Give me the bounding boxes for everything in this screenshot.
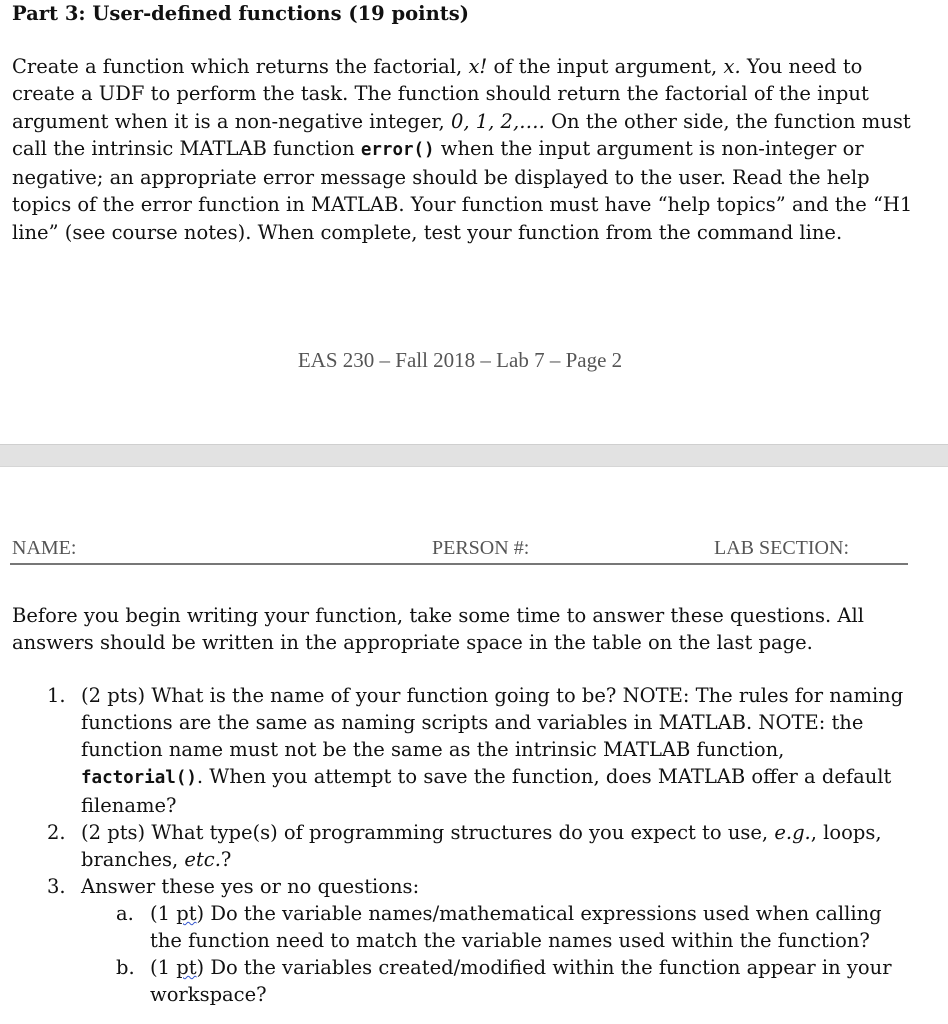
document-page-2	[0, 467, 948, 1024]
person-number-label: PERSON #:	[432, 537, 530, 559]
page-break-gap	[0, 444, 948, 467]
name-label: NAME:	[12, 537, 77, 559]
sub-question-letter: a.	[116, 902, 134, 925]
question-number: 2.	[47, 821, 66, 844]
instructions-paragraph: Before you begin writing your function, take some time to answer these questions. All answers should be written in the appropriate space in the table on the last page.	[12, 604, 864, 654]
question-item: 3. Answer these yes or no questions:	[47, 875, 420, 898]
document-page-1	[0, 0, 948, 444]
question-number: 1.	[47, 684, 66, 707]
factorial-function-code: factorial()	[81, 768, 197, 788]
question-list	[0, 682, 948, 1008]
name-header-bar	[10, 535, 908, 565]
spellcheck-underline: pt	[176, 956, 197, 979]
page-footer: EAS 230 – Fall 2018 – Lab 7 – Page 2	[297, 348, 623, 372]
sub-question-item: b. (1 pt) Do the variables created/modified within the function appear in your workspace?	[116, 956, 892, 1006]
sub-question-item: a. (1 pt) Do the variable names/mathematical expressions used when calling the function need to match the variable names used within the function?	[116, 902, 882, 952]
section-heading: Part 3: User-defined functions (19 points)	[12, 2, 469, 25]
intro-paragraph: Create a function which returns the factorial, x! of the input argument, x. You need to create a UDF to perform the task. The function should return the factorial of the input argument when it is a non-negative integer, 0, 1, 2,…. On the other side, the function must call the intrinsic MATLAB function error() when the input argument is non-integer or negative; an appropriate error message should be displayed to the user. Read the help topics of the error function in MATLAB. Your function must have “help topics” and the “H1 line” (see course notes). When complete, test your function from the command line.	[12, 55, 913, 244]
question-item: 2. (2 pts) What type(s) of programming structures do you expect to use, e.g., loops, branches, etc.?	[47, 821, 882, 871]
error-function-code: error()	[360, 139, 435, 160]
question-item: 1. (2 pts) What is the name of your function going to be? NOTE: The rules for naming functions are the same as naming scripts and variables in MATLAB. NOTE: the function name must not be the same as the intrinsic MATLAB function, factorial(). When you attempt to save the function, does MATLAB offer a default filename?	[47, 684, 904, 817]
spellcheck-underline: pt	[176, 902, 197, 925]
sub-question-letter: b.	[116, 956, 135, 979]
lab-section-label: LAB SECTION:	[714, 537, 849, 559]
question-number: 3.	[47, 875, 66, 898]
